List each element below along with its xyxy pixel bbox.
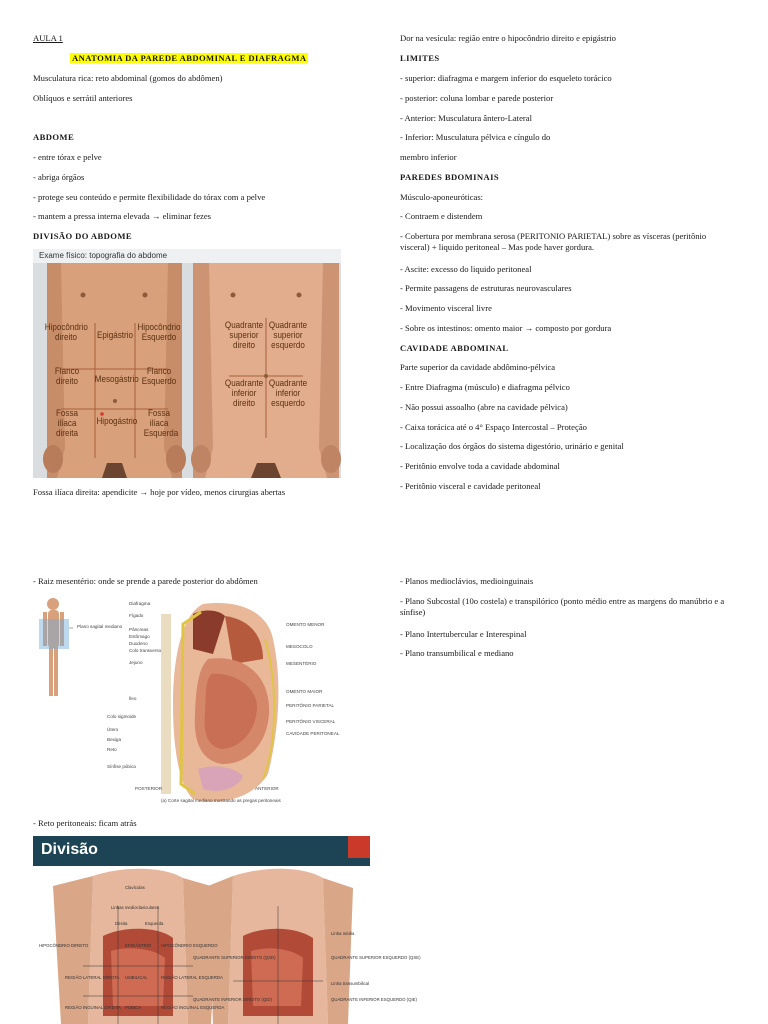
division-figure bbox=[33, 836, 421, 1024]
division-label: Clavículas bbox=[125, 885, 145, 890]
list-item: - Planos medioclávios, medioinguinais bbox=[400, 576, 534, 586]
region-label: Flanco Esquerdo bbox=[141, 366, 177, 387]
peritoneum-label: PERITÔNIO PARIETAL bbox=[286, 703, 335, 708]
organ-label: Sínfise púbica bbox=[107, 764, 136, 769]
division-label: Direita bbox=[115, 921, 128, 926]
section-heading-abdome: ABDOME bbox=[33, 132, 75, 142]
list-item: - Plano transumbilical e mediano bbox=[400, 648, 514, 658]
list-item: - Plano Subcostal (10o costela) e transpilórico (ponto médio entre as margens do manúbrio e a sínfise) bbox=[400, 596, 725, 617]
division-label: EPIGÁSTRIO bbox=[125, 943, 152, 948]
list-item: - posterior: coluna lombar e parede posterior bbox=[400, 93, 554, 103]
vesicula-note: Dor na vesícula: região entre o hipocôndrio direito e epigástrio bbox=[400, 33, 616, 43]
division-label: PÚBICA bbox=[125, 1005, 141, 1010]
anterior-label: ANTERIOR bbox=[255, 786, 279, 791]
line-label: Linha transumbilical bbox=[331, 981, 369, 986]
organ-label: Diafragma bbox=[129, 601, 151, 606]
division-label: Linhas medioclaviculares bbox=[111, 905, 160, 910]
list-item: - Plano Intertubercular e Interespinal bbox=[400, 629, 527, 639]
quadrant-label: QUADRANTE SUPERIOR DIREITO (QSD) bbox=[193, 955, 276, 960]
division-header bbox=[33, 836, 370, 866]
region-label: Hipocôndrio direito bbox=[44, 322, 88, 343]
list-item: - superior: diafragma e margem inferior do esqueleto torácico bbox=[400, 73, 612, 83]
division-label: UMBILICAL bbox=[125, 975, 148, 980]
page-title bbox=[70, 53, 308, 64]
quadrant-label: QUADRANTE SUPERIOR ESQUERDO (QSE) bbox=[331, 955, 421, 960]
torso-right bbox=[193, 263, 339, 478]
section-heading-paredes: PAREDES BDOMINAIS bbox=[400, 172, 500, 182]
peritoneum-label: PERITÔNIO VISCERAL bbox=[286, 719, 336, 724]
text-line: Musculatura rica: reto abdominal (gomos do abdômen) bbox=[33, 73, 223, 83]
posterior-label: POSTERIOR bbox=[135, 786, 163, 791]
sagittal-label: Plano sagital mediano bbox=[77, 624, 123, 629]
list-item: - entre tórax e pelve bbox=[33, 152, 102, 162]
list-item: - protege seu conteúdo e permite flexibilidade do tórax com a pelve bbox=[33, 192, 266, 202]
quadrant-label: Quadrante inferior esquerdo bbox=[268, 378, 308, 409]
torso-left bbox=[44, 263, 182, 478]
list-item: - abriga órgãos bbox=[33, 172, 85, 182]
division-label: REGIÃO LATERAL ESQUERDA bbox=[161, 975, 223, 980]
organ-label: Fígado bbox=[129, 613, 144, 618]
organ-label: Jejuno bbox=[129, 660, 143, 665]
page-title-text: ANATOMIA DA PAREDE ABDOMINAL E DIAFRAGMA bbox=[72, 53, 307, 63]
organ-label: Reto bbox=[107, 747, 117, 752]
peritoneum-label: OMENTO MENOR bbox=[286, 622, 325, 627]
quadrant-label: Quadrante superior direito bbox=[224, 320, 264, 351]
quadrant-label: Quadrante superior esquerdo bbox=[268, 320, 308, 351]
list-item: - Cobertura por membrana serosa (PERITONIO PARIETAL) sobre as vísceras (peritônio visceral) + liquido peritoneal – Mas pode haver gordura. bbox=[400, 231, 707, 252]
region-label: Epigástrio bbox=[97, 330, 133, 341]
torso-right-shape bbox=[193, 263, 339, 478]
peritoneum-label: MESENTÉRIO bbox=[286, 661, 317, 666]
list-item: - Entre Diafragma (músculo) e diafragma pélvico bbox=[400, 382, 570, 392]
region-label: Flanco direito bbox=[54, 366, 80, 387]
list-item: - Contraem e distendem bbox=[400, 211, 483, 221]
list-item: Parte superior da cavidade abdômino-pélvica bbox=[400, 362, 556, 372]
organ-label: Colo sigmoide bbox=[107, 714, 137, 719]
line-label: Linha média bbox=[331, 931, 355, 936]
list-item: - Sobre os intestinos: omento maior → composto por gordura bbox=[400, 323, 612, 333]
text-line: Músculo-aponeuróticas: bbox=[400, 192, 484, 202]
organ-label: Pâncreas bbox=[129, 627, 149, 632]
quadrant-label: QUADRANTE INFERIOR ESQUERDO (QIE) bbox=[331, 997, 417, 1002]
list-item: - Peritônio envolve toda a cavidade abdominal bbox=[400, 461, 560, 471]
organ-label: Duodeno bbox=[129, 641, 148, 646]
section-heading-limites: LIMITES bbox=[400, 53, 440, 63]
lesson-number: AULA 1 bbox=[33, 33, 63, 43]
division-label: Esquerda bbox=[145, 921, 164, 926]
division-label: REGIÃO INGUINAL DIREITA bbox=[65, 1005, 121, 1010]
region-label: Hipogástrio bbox=[96, 416, 138, 427]
division-label: HIPOCÔNDRIO ESQUERDO bbox=[161, 943, 218, 948]
list-item: - Permite passagens de estruturas neurovasculares bbox=[400, 283, 572, 293]
section-heading-divisao: DIVISÃO DO ABDOME bbox=[33, 231, 132, 241]
list-item: - Anterior: Musculatura ântero-Lateral bbox=[400, 113, 532, 123]
region-label: Mesogástrio bbox=[94, 374, 139, 385]
list-item: - mantem a pressa interna elevada → eliminar fezes bbox=[33, 211, 211, 221]
region-label: Fossa ilíaca Esquerda bbox=[143, 408, 179, 439]
organ-label: Útero bbox=[107, 727, 119, 732]
division-title: Divisão bbox=[41, 841, 98, 858]
quadrant-label: QUADRANTE INFERIOR DIREITO (QID) bbox=[193, 997, 272, 1002]
peritoneum-label: CAVIDADE PERITONEAL bbox=[286, 731, 340, 736]
division-label: REGIÃO LATERAL DIREITA bbox=[65, 975, 120, 980]
region-label: Hipocôndrio Esquerdo bbox=[137, 322, 181, 343]
photo-caption: Exame físico: topografia do abdome bbox=[33, 249, 341, 263]
text-line: Oblíquos e serrátil anteriores bbox=[33, 93, 133, 103]
peritoneum-label: OMENTO MAIOR bbox=[286, 689, 323, 694]
organ-label: Íleo bbox=[129, 696, 137, 701]
list-item: - Caixa torácica até o 4° Espaço Intercostal – Proteção bbox=[400, 422, 587, 432]
region-label: Fossa ilíaca direita bbox=[56, 408, 78, 439]
reto-note: - Reto peritoneais: ficam atrás bbox=[33, 818, 137, 828]
list-item: membro inferior bbox=[400, 152, 457, 162]
peritoneum-label: MESOCOLO bbox=[286, 644, 313, 649]
list-item: - Ascite: excesso do liquido peritoneal bbox=[400, 264, 532, 274]
quadrant-label: Quadrante inferior direito bbox=[224, 378, 264, 409]
abdomen-topography-photo bbox=[33, 249, 341, 478]
section-heading-cavidade: CAVIDADE ABDOMINAL bbox=[400, 343, 509, 353]
raiz-note: - Raiz mesentério: onde se prende a parede posterior do abdômen bbox=[33, 576, 258, 586]
list-item: - Movimento visceral livre bbox=[400, 303, 492, 313]
list-item: - Não possui assoalho (abre na cavidade pélvica) bbox=[400, 402, 568, 412]
sagittal-section-figure bbox=[33, 594, 356, 810]
sagittal-caption: (a) Corte sagital mediano mostrando as pregas peritoneais bbox=[161, 798, 281, 803]
list-item: - Localização dos órgãos do sistema digestório, urinário e genital bbox=[400, 441, 624, 451]
list-item: - Peritônio visceral e cavidade peritoneal bbox=[400, 481, 541, 491]
organ-label: Colo transverso bbox=[129, 648, 162, 653]
division-accent bbox=[348, 836, 370, 858]
organ-label: Bexiga bbox=[107, 737, 122, 742]
division-label: REGIÃO INGUINAL ESQUERDA bbox=[161, 1005, 225, 1010]
division-label: HIPOCÔNDRIO DIREITO bbox=[39, 943, 89, 948]
organ-label: Estômago bbox=[129, 634, 150, 639]
fossa-note: Fossa ilíaca direita: apendicite → hoje por vídeo, menos cirurgias abertas bbox=[33, 487, 286, 497]
list-item: - Inferior: Musculatura pélvica e cíngulo do bbox=[400, 132, 551, 142]
